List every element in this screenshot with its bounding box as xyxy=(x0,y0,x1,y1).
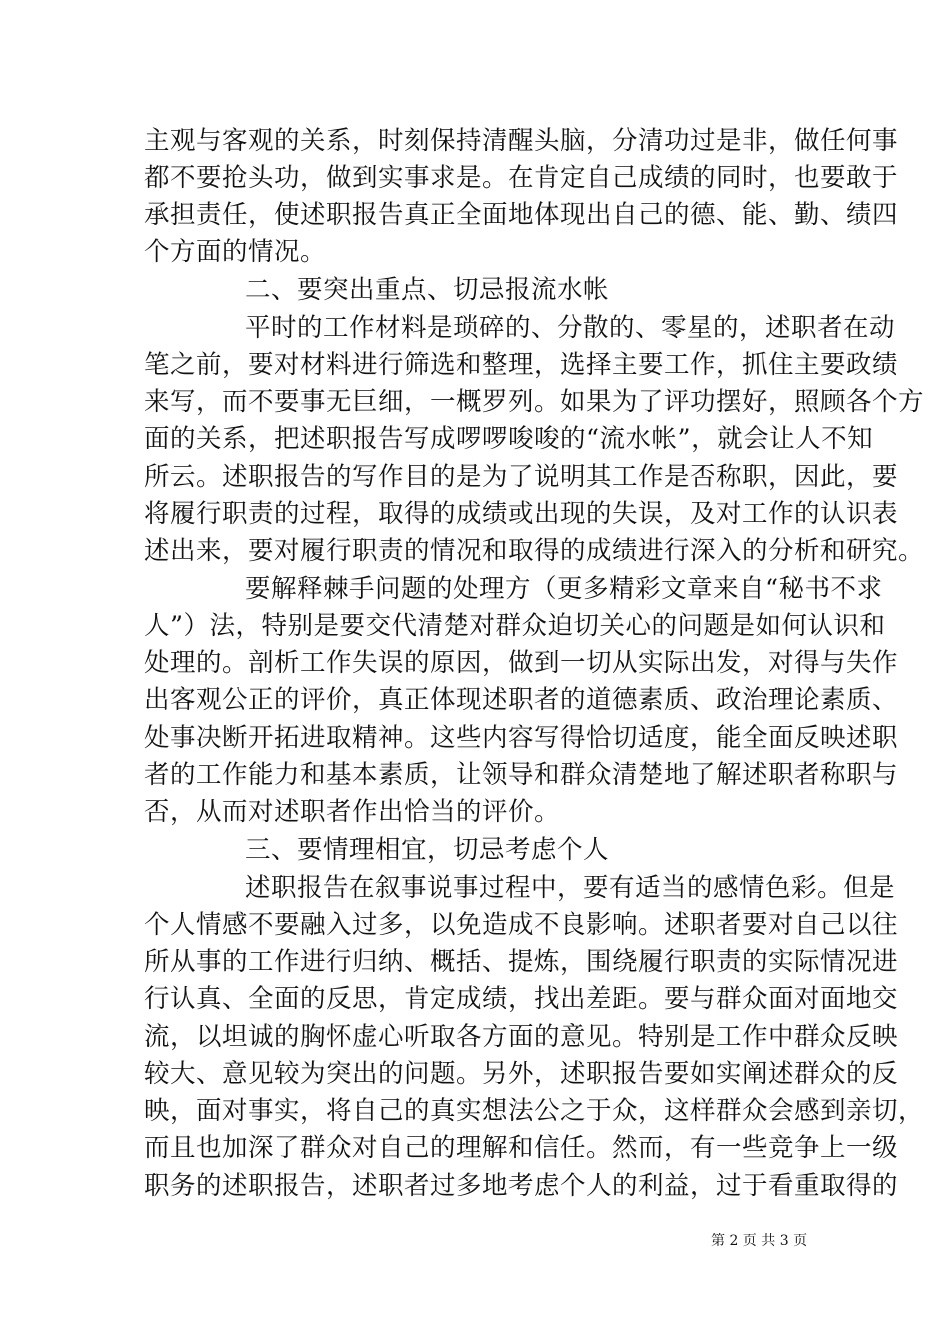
body-text-line: 处理的。剖析工作失误的原因，做到一切从实际出发，对得与失作 xyxy=(144,648,899,678)
body-text-line: 所从事的工作进行归纳、概括、提炼，围绕履行职责的实际情况进 xyxy=(144,947,899,977)
section-heading-3: 三、要情理相宜，切忌考虑个人 xyxy=(245,835,610,865)
paragraph-first-line: 述职报告在叙事说事过程中，要有适当的感情色彩。但是 xyxy=(245,873,896,903)
body-text-line: 主观与客观的关系，时刻保持清醒头脑，分清功过是非，做任何事 xyxy=(144,126,899,156)
paragraph-first-line: 平时的工作材料是琐碎的、分散的、零星的，述职者在动 xyxy=(245,313,896,343)
body-text-line: 都不要抢头功，做到实事求是。在肯定自己成绩的同时，也要敢于 xyxy=(144,163,899,193)
body-text-line: 行认真、全面的反思，肯定成绩，找出差距。要与群众面对面地交 xyxy=(144,984,899,1014)
body-text-line: 否，从而对述职者作出恰当的评价。 xyxy=(144,797,561,827)
body-text-line: 人”）法，特别是要交代清楚对群众迫切关心的问题是如何认识和 xyxy=(144,611,886,641)
body-text-line: 而且也加深了群众对自己的理解和信任。然而，有一些竞争上一级 xyxy=(144,1133,899,1163)
body-text-line: 将履行职责的过程，取得的成绩或出现的失误，及对工作的认识表 xyxy=(144,499,899,529)
body-text-line: 较大、意见较为突出的问题。另外，述职报告要如实阐述群众的反 xyxy=(144,1059,899,1089)
body-text-line: 者的工作能力和基本素质，让领导和群众清楚地了解述职者称职与 xyxy=(144,760,899,790)
body-text-line: 来写，而不要事无巨细，一概罗列。如果为了评功摆好，照顾各个方 xyxy=(144,387,925,417)
section-heading-2: 二、要突出重点、切忌报流水帐 xyxy=(245,275,610,305)
body-text-line: 承担责任，使述职报告真正全面地体现出自己的德、能、勤、绩四 xyxy=(144,200,899,230)
body-text-line: 出客观公正的评价，真正体现述职者的道德素质、政治理论素质、 xyxy=(144,685,899,715)
body-text-line: 映，面对事实，将自己的真实想法公之于众，这样群众会感到亲切， xyxy=(144,1096,925,1126)
body-text-line: 面的关系，把述职报告写成啰啰唆唆的“流水帐”，就会让人不知 xyxy=(144,424,874,454)
body-text-line: 职务的述职报告，述职者过多地考虑个人的利益，过于看重取得的 xyxy=(144,1171,899,1201)
body-text-line: 述出来，要对履行职责的情况和取得的成绩进行深入的分析和研究。 xyxy=(144,536,925,566)
body-text-line: 处事决断开拓进取精神。这些内容写得恰切适度，能全面反映述职 xyxy=(144,723,899,753)
paragraph-first-line: 要解释棘手问题的处理方（更多精彩文章来自“秘书不求 xyxy=(245,574,883,604)
body-text-line: 流，以坦诚的胸怀虚心听取各方面的意见。特别是工作中群众反映 xyxy=(144,1022,899,1052)
body-text-line: 个人情感不要融入过多，以免造成不良影响。述职者要对自己以往 xyxy=(144,910,899,940)
page-number-footer: 第 2 页 共 3 页 xyxy=(711,1233,808,1249)
body-text-line: 笔之前，要对材料进行筛选和整理，选择主要工作，抓住主要政绩 xyxy=(144,350,899,380)
body-text-line: 所云。述职报告的写作目的是为了说明其工作是否称职，因此，要 xyxy=(144,462,899,492)
body-text-line: 个方面的情况。 xyxy=(144,237,327,267)
